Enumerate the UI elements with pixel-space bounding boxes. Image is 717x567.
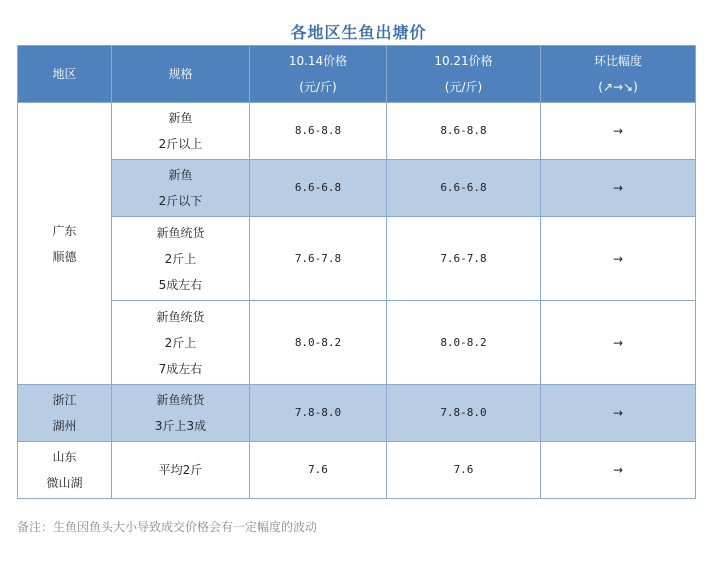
header-price-1014: [250, 46, 387, 103]
trend-arrow-icon: →: [541, 103, 696, 160]
spec-line: 新鱼: [168, 111, 193, 125]
header-price-1021-date: 10.21价格: [434, 54, 493, 68]
header-price-1021-unit: (元/斤): [444, 80, 483, 94]
header-spec: 规格: [112, 46, 250, 103]
spec-line: 2斤上: [164, 335, 197, 350]
spec-line: 2斤以上: [158, 137, 203, 151]
region-province: 广东: [52, 223, 77, 238]
region-cell: [18, 385, 112, 442]
header-region: 地区: [18, 46, 112, 103]
price-1014-cell: 7.6-7.8: [250, 217, 387, 301]
spec-line: 5成左右: [158, 277, 203, 292]
price-1021-cell: 8.6-8.8: [387, 103, 541, 160]
header-trend-legend: (↗→↘): [598, 80, 638, 94]
header-row: [18, 46, 696, 103]
spec-line: 新鱼统货: [156, 393, 205, 407]
header-trend-label: 环比幅度: [593, 54, 642, 68]
spec-line: 3斤上3成: [154, 419, 207, 433]
price-1021-cell: 8.0-8.2: [387, 301, 541, 385]
spec-cell: [112, 217, 250, 301]
table-row: [18, 385, 696, 442]
table-row: [18, 301, 696, 385]
price-table: [17, 45, 696, 499]
price-1014-cell: 8.6-8.8: [250, 103, 387, 160]
region-province: 浙江: [52, 393, 77, 407]
region-province: 山东: [52, 450, 77, 464]
table-title: 各地区生鱼出塘价: [290, 23, 427, 42]
price-1021-cell: 7.6-7.8: [387, 217, 541, 301]
trend-arrow-icon: →: [541, 217, 696, 301]
table-row: [18, 442, 696, 499]
header-price-1014-date: 10.14价格: [288, 54, 348, 68]
spec-cell: [112, 301, 250, 385]
footnote: 备注：生鱼因鱼头大小导致成交价格会有一定幅度的波动: [17, 520, 318, 534]
spec-line: 新鱼统货: [156, 309, 205, 324]
header-trend: [541, 46, 696, 103]
trend-arrow-icon: →: [541, 301, 696, 385]
price-1021-cell: 6.6-6.8: [387, 160, 541, 217]
spec-line: 2斤以下: [158, 194, 203, 208]
spec-line: 2斤上: [164, 251, 197, 266]
trend-arrow-icon: →: [541, 385, 696, 442]
table-row: [18, 217, 696, 301]
price-1014-cell: 7.8-8.0: [250, 385, 387, 442]
spec-cell: [112, 160, 250, 217]
table-row: [18, 103, 696, 160]
region-cell: [18, 442, 112, 499]
region-city: 湖州: [52, 419, 77, 433]
table-row: [18, 160, 696, 217]
region-city: 微山湖: [46, 476, 83, 490]
spec-cell: [112, 103, 250, 160]
region-city: 顺德: [52, 249, 77, 264]
price-1021-cell: 7.8-8.0: [387, 385, 541, 442]
header-price-1014-unit: (元/斤): [299, 80, 337, 94]
spec-cell: [112, 442, 250, 499]
trend-arrow-icon: →: [541, 160, 696, 217]
price-1021-cell: 7.6: [387, 442, 541, 499]
table-body: [18, 103, 696, 499]
price-1014-cell: 7.6: [250, 442, 387, 499]
region-cell: [18, 103, 112, 385]
spec-line: 新鱼统货: [156, 225, 205, 240]
spec-line: 平均2斤: [158, 463, 203, 477]
spec-line: 7成左右: [158, 361, 203, 376]
price-1014-cell: 6.6-6.8: [250, 160, 387, 217]
trend-arrow-icon: →: [541, 442, 696, 499]
header-price-1021: [387, 46, 541, 103]
price-1014-cell: 8.0-8.2: [250, 301, 387, 385]
spec-line: 新鱼: [168, 168, 193, 182]
spec-cell: [112, 385, 250, 442]
